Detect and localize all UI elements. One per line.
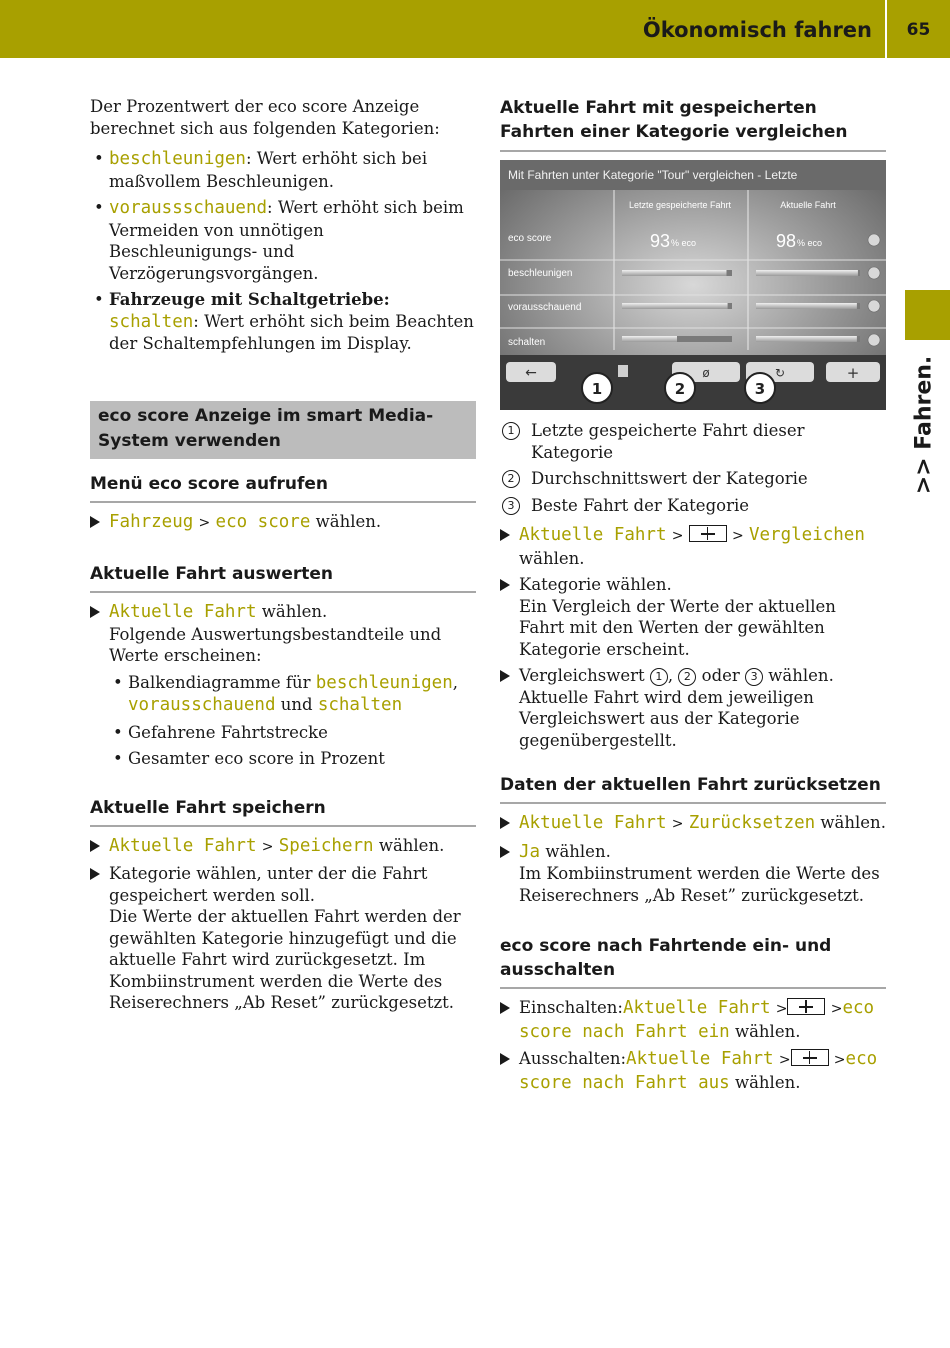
- step-text: Folgende Auswertungsbestandteile und Werte erscheinen:: [109, 624, 442, 665]
- menu-path-aktuelle-fahrt: Aktuelle Fahrt: [626, 1049, 774, 1069]
- instruction-step: [90, 863, 476, 1014]
- result-item: • Gefahrene Fahrtstrecke: [109, 722, 476, 744]
- menu-path-eco: eco: [842, 998, 875, 1018]
- result-item: [109, 672, 476, 717]
- path-separator: >: [671, 816, 684, 832]
- category-text: : Wert erhöht sich beim Vermeiden von unnötigen Beschleunigungs- und Verzögerungsvorgängen.: [109, 198, 464, 283]
- category-key: beschleunigen: [109, 149, 246, 169]
- step-arrow-icon: [500, 1053, 510, 1065]
- row-vorausschauend-label: vorausschauend: [508, 302, 582, 313]
- column-saved-label: Letzte gespeicherte Fahrt: [628, 200, 732, 210]
- step-tail: wählen.: [310, 511, 382, 531]
- screen-title: Mit Fahrten unter Kategorie "Tour" vergleichen - Letzte: [508, 168, 798, 182]
- side-tab-label: >> Fahren.: [911, 355, 937, 495]
- saved-score-unit: % eco: [671, 238, 697, 248]
- menu-path-zuruecksetzen: Zurücksetzen: [688, 813, 816, 833]
- right-column: [500, 96, 886, 152]
- category-key: beschleunigen: [315, 672, 453, 693]
- document-icon: [618, 365, 628, 377]
- path-separator: >: [198, 514, 211, 531]
- step-arrow-icon: [500, 670, 510, 682]
- average-icon: ø: [702, 366, 710, 380]
- instruction-step: [500, 1048, 886, 1094]
- row-schalten-label: schalten: [508, 337, 546, 348]
- step-arrow-icon: [90, 840, 100, 852]
- step-tail: wählen.: [540, 841, 611, 861]
- instruction-step: [500, 997, 886, 1043]
- section-heading: eco score Anzeige im smart Media-System verwenden: [90, 401, 476, 459]
- category-prefix: Fahrzeuge mit Schaltgetriebe:: [109, 290, 390, 309]
- legend-number: 2: [502, 470, 520, 488]
- menu-path-eco: eco: [845, 1049, 878, 1069]
- value-number: 1: [650, 668, 668, 686]
- back-arrow-icon: ←: [525, 365, 537, 381]
- menu-path-aktuelle-fahrt: Aktuelle Fahrt: [519, 525, 667, 545]
- result-item: • Gesamter eco score in Prozent: [109, 748, 476, 770]
- step-arrow-icon: [500, 1002, 510, 1014]
- category-key: vorausschauend: [128, 695, 276, 715]
- instruction-step: [500, 524, 886, 569]
- step-text: Im Kombiinstrument werden die Werte des Reiserechners „Ab Reset” zurückgesetzt.: [519, 864, 880, 905]
- reset-heading: Daten der aktuellen Fahrt zurücksetzen: [500, 773, 886, 804]
- step-arrow-icon: [500, 846, 510, 858]
- step-text: Vergleichswert: [519, 666, 650, 685]
- step-arrow-icon: [90, 868, 100, 880]
- menu-heading: Menü eco score aufrufen: [90, 472, 476, 503]
- category-key: schalten: [109, 311, 194, 332]
- menu-path-vergleichen: Vergleichen: [748, 525, 865, 545]
- side-tab-marker: [905, 290, 950, 340]
- category-item: [90, 148, 476, 192]
- instruction-step: [90, 511, 476, 535]
- left-column: [90, 96, 476, 1019]
- chapter-title: Ökonomisch fahren: [642, 18, 872, 42]
- result-text: ,: [452, 672, 458, 692]
- saved-score-value: 93: [650, 231, 671, 251]
- step-text: ,: [667, 666, 679, 685]
- instruction-step: [90, 601, 476, 770]
- menu-path-aktuelle-fahrt: Aktuelle Fahrt: [622, 998, 771, 1018]
- saved-bar: [622, 336, 677, 342]
- instruction-step: [500, 665, 886, 751]
- step-text: Aktuelle Fahrt wird dem jeweiligen Vergleichswert aus der Kategorie gegenübergestellt.: [519, 687, 814, 750]
- step-text: Kategorie wählen.: [519, 575, 672, 594]
- path-separator: >: [833, 1052, 846, 1068]
- category-text: : Wert erhöht sich beim Beachten der Schaltempfehlungen im Display.: [109, 311, 474, 353]
- value-number: 2: [678, 668, 696, 686]
- callout-1: 1: [591, 380, 603, 398]
- path-separator: >: [775, 1001, 788, 1017]
- step-arrow-icon: [500, 817, 510, 829]
- current-score-unit: % eco: [797, 238, 823, 248]
- menu-path-speichern: Speichern: [278, 835, 374, 856]
- result-text: und: [275, 695, 318, 714]
- current-bar: [756, 336, 857, 342]
- instruction-step: [90, 835, 476, 859]
- step-tail: wählen.: [729, 1021, 801, 1041]
- legend-text: Letzte gespeicherte Fahrt dieser Kategorie: [531, 421, 805, 462]
- legend-item: [500, 495, 886, 517]
- path-separator: >: [261, 838, 274, 855]
- path-separator: >: [671, 528, 684, 544]
- neutral-face-icon: [868, 267, 880, 279]
- compare-heading: Aktuelle Fahrt mit gespeicherten Fahrten einer Kategorie vergleichen: [500, 96, 886, 152]
- side-tab: [904, 355, 944, 495]
- step-tail: wählen.: [373, 835, 445, 855]
- category-key: voraussschauend: [109, 198, 268, 218]
- category-item: [90, 197, 476, 284]
- instruction-step: [500, 841, 886, 907]
- saved-bar: [622, 303, 728, 309]
- callout-2: 2: [674, 380, 686, 398]
- row-beschleunigen-label: beschleunigen: [508, 268, 573, 279]
- legend-item: [500, 468, 886, 490]
- plus-icon: +: [846, 364, 860, 382]
- step-text: Einschalten:: [519, 998, 623, 1017]
- step-text: Ausschalten:: [519, 1049, 627, 1068]
- saved-bar: [622, 270, 727, 276]
- step-text: Kategorie wählen, unter der die Fahrt gespeichert werden soll.: [109, 864, 428, 905]
- step-arrow-icon: [90, 606, 100, 618]
- plus-button-icon: [689, 525, 727, 542]
- save-heading: Aktuelle Fahrt speichern: [90, 796, 476, 827]
- legend-number: 1: [502, 422, 520, 440]
- menu-path-aktuelle-fahrt: Aktuelle Fahrt: [109, 835, 257, 856]
- step-arrow-icon: [500, 529, 510, 541]
- evaluate-heading: Aktuelle Fahrt auswerten: [90, 562, 476, 593]
- smiley-icon: [868, 234, 880, 246]
- current-bar: [756, 303, 857, 309]
- column-current-label: Aktuelle Fahrt: [780, 200, 836, 210]
- legend-text: Beste Fahrt der Kategorie: [531, 495, 749, 515]
- intro-text: Der Prozentwert der eco score Anzeige berechnet sich aus folgenden Kategorien:: [90, 97, 440, 138]
- callout-3: 3: [754, 380, 766, 398]
- menu-path-ja: Ja: [519, 841, 541, 862]
- legend-item: [500, 420, 886, 463]
- menu-path-score-ein: score nach Fahrt ein: [519, 1021, 730, 1042]
- instruction-step: [500, 574, 886, 660]
- step-tail: wählen.: [519, 548, 585, 568]
- current-score-value: 98: [776, 231, 797, 251]
- step-text: Die Werte der aktuellen Fahrt werden der gewählten Kategorie hinzugefügt und die aktuelle Fahrt wird zurückgesetzt. Im Kombiinstrument werden die Werte des Reiserechners „Ab Reset” zurückgesetzt.: [109, 907, 461, 1012]
- category-key: schalten: [317, 695, 403, 715]
- menu-path-aktuelle-fahrt: Aktuelle Fahrt: [109, 602, 257, 622]
- menu-path-aktuelle-fahrt: Aktuelle Fahrt: [519, 813, 667, 833]
- refresh-icon: ↻: [774, 366, 786, 380]
- menu-path-fahrzeug: Fahrzeug: [109, 511, 194, 532]
- menu-path-eco-score: eco score: [215, 511, 311, 532]
- step-text: wählen.: [763, 666, 834, 685]
- smiley-icon: [868, 334, 880, 346]
- right-column-lower: [500, 420, 886, 1099]
- step-text: oder: [696, 666, 746, 685]
- step-arrow-icon: [500, 579, 510, 591]
- category-item: [90, 289, 476, 355]
- menu-path-score-aus: score nach Fahrt aus: [519, 1072, 730, 1093]
- screen-graphic: [500, 160, 886, 410]
- step-text: Ein Vergleich der Werte der aktuellen Fahrt mit den Werten der gewählten Kategorie erscheint.: [519, 596, 836, 659]
- path-separator: >: [830, 1001, 843, 1017]
- path-separator: >: [732, 528, 744, 544]
- instruction-step: [500, 812, 886, 836]
- plus-button-icon: [787, 998, 825, 1015]
- toggle-heading: eco score nach Fahrtende ein- und ausschalten: [500, 934, 886, 989]
- media-system-screenshot: [500, 160, 886, 410]
- result-text: Balkendiagramme für: [128, 672, 316, 692]
- row-eco-label: eco score: [508, 233, 552, 244]
- step-tail: wählen.: [729, 1072, 801, 1092]
- legend-text: Durchschnittswert der Kategorie: [531, 469, 808, 488]
- category-text: : Wert erhöht sich bei maßvollem Beschleunigen.: [109, 149, 428, 191]
- step-arrow-icon: [90, 516, 100, 528]
- step-tail: wählen.: [815, 813, 886, 832]
- smiley-icon: [868, 300, 880, 312]
- value-number: 3: [745, 668, 763, 686]
- current-bar: [756, 270, 858, 276]
- plus-button-icon: [791, 1049, 829, 1066]
- legend-number: 3: [502, 497, 520, 515]
- page-number: 65: [906, 20, 931, 40]
- page-header: [0, 0, 950, 58]
- path-separator: >: [778, 1052, 791, 1068]
- step-tail: wählen.: [256, 602, 328, 621]
